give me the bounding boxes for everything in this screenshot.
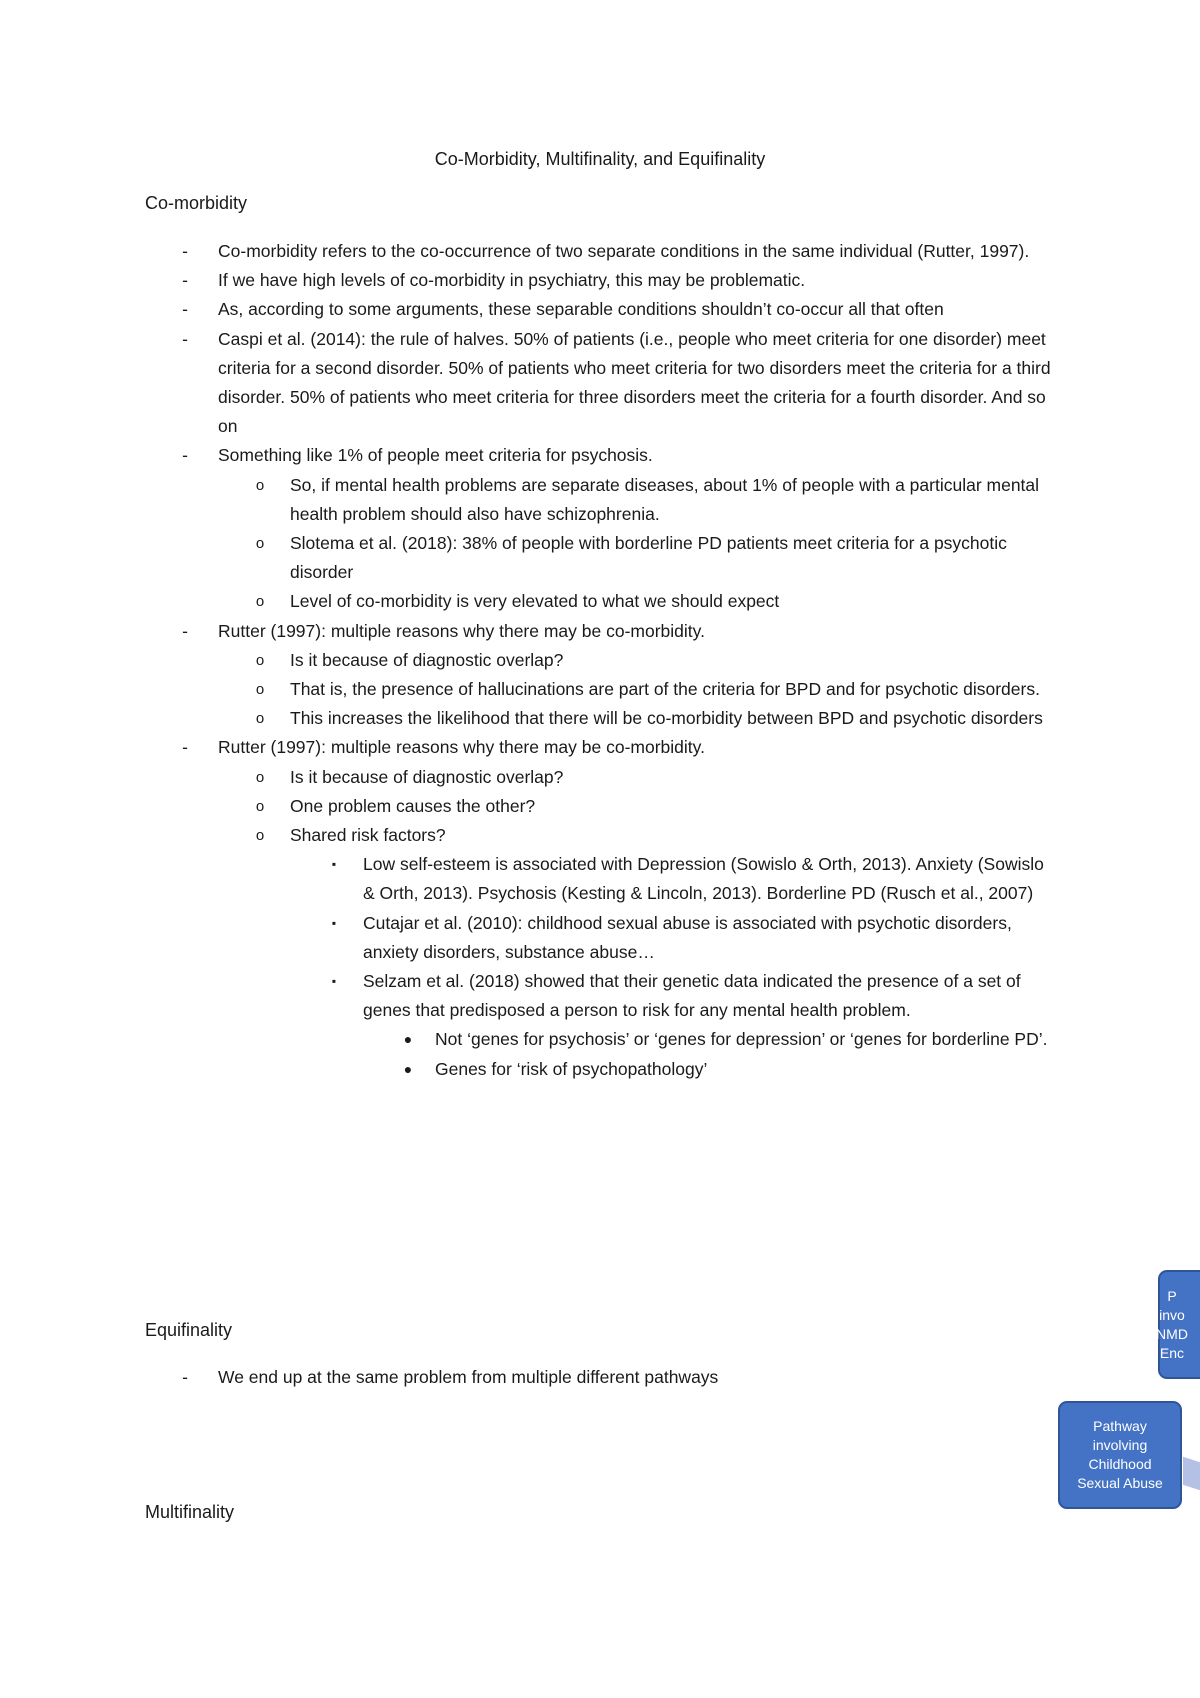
list-item-text: This increases the likelihood that there will be co-morbidity between BPD and psychotic disorders xyxy=(290,708,1043,729)
bullet-marker: o xyxy=(255,535,265,553)
pathway-box-line: Pathway xyxy=(1093,1418,1147,1434)
bullet-marker: ▪ xyxy=(331,915,337,930)
list-item xyxy=(0,266,1053,295)
list-item xyxy=(0,237,1053,266)
section-heading-multifinality: Multifinality xyxy=(145,1502,235,1522)
list-item-text: Rutter (1997): multiple reasons why there may be co-morbidity. xyxy=(218,620,705,641)
list-item xyxy=(0,909,1053,967)
list-item xyxy=(0,967,1053,1025)
bullet-marker: - xyxy=(182,241,188,261)
section-heading-comorbidity: Co-morbidity xyxy=(145,193,248,213)
bullet-marker: - xyxy=(182,620,188,641)
partial-box-line: NMD xyxy=(1156,1325,1188,1342)
list-item xyxy=(0,325,1053,442)
list-item xyxy=(0,617,1053,646)
bullet-marker: o xyxy=(255,710,265,728)
partial-pathway-box-text xyxy=(1156,1287,1188,1363)
partial-box-line: P xyxy=(1167,1287,1177,1304)
list-item-text: As, according to some arguments, these separable conditions shouldn’t co-occur all that often xyxy=(218,299,944,320)
bullet-marker: ● xyxy=(403,1060,413,1077)
list-item xyxy=(0,295,1053,324)
list-item xyxy=(0,733,1053,762)
partial-pathway-box xyxy=(1158,1270,1200,1379)
list-item-text: Level of co-morbidity is very elevated to what we should expect xyxy=(290,591,780,612)
list-item-text: That is, the presence of hallucinations are part of the criteria for BPD and for psychotic disorders. xyxy=(290,679,1040,700)
list-item xyxy=(0,587,1053,616)
bullet-marker: - xyxy=(182,270,188,291)
list-item-text: Low self-esteem is associated with Depression (Sowislo & Orth, 2013). Anxiety (Sowislo & Orth, 2013). Psychosis (Kesting & Lincoln, 2013). Borderline PD (Rusch et al., 2007) xyxy=(363,854,1044,904)
list-item xyxy=(0,792,1053,821)
list-item xyxy=(0,1025,1055,1054)
bullet-marker: ▪ xyxy=(331,974,337,989)
list-item-text: Slotema et al. (2018): 38% of people with borderline PD patients meet criteria for a psychotic disorder xyxy=(290,533,1007,583)
list-item-text: Is it because of diagnostic overlap? xyxy=(290,766,564,787)
bullet-marker: ▪ xyxy=(331,857,337,872)
partial-box-line: Enc xyxy=(1159,1344,1185,1361)
bullet-marker: - xyxy=(182,737,188,758)
equifinality-list xyxy=(0,1363,1200,1392)
partial-box-line: invo xyxy=(1159,1306,1185,1323)
bullet-marker: - xyxy=(182,1367,188,1387)
list-item-text: We end up at the same problem from multiple different pathways xyxy=(218,1367,719,1387)
list-item xyxy=(0,821,1053,850)
list-item xyxy=(0,646,1053,675)
list-item-text: If we have high levels of co-morbidity in psychiatry, this may be problematic. xyxy=(218,270,806,291)
connector-arrow-shape xyxy=(1183,1457,1200,1491)
list-item xyxy=(0,763,1053,792)
list-item-text: Shared risk factors? xyxy=(290,825,446,846)
list-item xyxy=(0,1055,1055,1084)
list-item-text: One problem causes the other? xyxy=(290,795,536,816)
bullet-marker: o xyxy=(255,768,265,786)
list-item xyxy=(0,675,1053,704)
list-item-text: Selzam et al. (2018) showed that their genetic data indicated the presence of a set of genes that predisposed a person to risk for any mental health problem. xyxy=(363,971,1021,1021)
list-item-text: Something like 1% of people meet criteria for psychosis. xyxy=(218,445,653,466)
list-item-text: Caspi et al. (2014): the rule of halves. 50% of patients (i.e., people who meet criteria for one disorder) meet criteria for a second disorder. 50% of patients who meet criteria for two disorders meet the criteria for a third disorder. 50% of patients who meet criteria for three disorders meet the criteria for a fourth disorder. And so on xyxy=(218,328,1051,437)
bullet-marker: o xyxy=(255,681,265,699)
bullet-marker: - xyxy=(182,445,188,466)
bullet-marker: ● xyxy=(403,1031,413,1048)
pathway-childhood-sexual-abuse-box xyxy=(1058,1401,1182,1509)
bullet-marker: o xyxy=(255,827,265,845)
bullet-marker: o xyxy=(255,797,265,815)
pathway-box-line: Childhood xyxy=(1088,1456,1152,1472)
list-item xyxy=(0,529,1053,587)
pathway-box-line: involving xyxy=(1092,1437,1148,1453)
page-title: Co-Morbidity, Multifinality, and Equifinality xyxy=(434,149,766,169)
section-heading-equifinality: Equifinality xyxy=(145,1320,233,1340)
list-item xyxy=(0,850,1053,908)
list-item-text: Is it because of diagnostic overlap? xyxy=(290,649,564,670)
pathway-box-text xyxy=(1077,1417,1163,1493)
list-item-text: Not ‘genes for psychosis’ or ‘genes for depression’ or ‘genes for borderline PD’. xyxy=(435,1029,1048,1050)
bullet-marker: - xyxy=(182,299,188,320)
comorbidity-list xyxy=(0,237,1200,1084)
bullet-marker: o xyxy=(255,476,265,494)
list-item-text: Genes for ‘risk of psychopathology’ xyxy=(435,1058,708,1079)
pathway-box-line: Sexual Abuse xyxy=(1077,1475,1163,1491)
list-item-text: Cutajar et al. (2010): childhood sexual abuse is associated with psychotic disorders, anxiety disorders, substance abuse… xyxy=(363,912,1012,962)
list-item xyxy=(0,704,1053,733)
list-item-text: So, if mental health problems are separate diseases, about 1% of people with a particular mental health problem should also have schizophrenia. xyxy=(290,474,1040,524)
list-item-text: Rutter (1997): multiple reasons why there may be co-morbidity. xyxy=(218,737,705,758)
bullet-marker: - xyxy=(182,328,188,349)
list-item xyxy=(0,1363,1053,1392)
list-item xyxy=(0,441,1053,470)
bullet-marker: o xyxy=(255,651,265,669)
list-item xyxy=(0,471,1053,529)
bullet-marker: o xyxy=(255,593,265,611)
list-item-text: Co-morbidity refers to the co-occurrence of two separate conditions in the same individual (Rutter, 1997). xyxy=(218,241,1030,261)
